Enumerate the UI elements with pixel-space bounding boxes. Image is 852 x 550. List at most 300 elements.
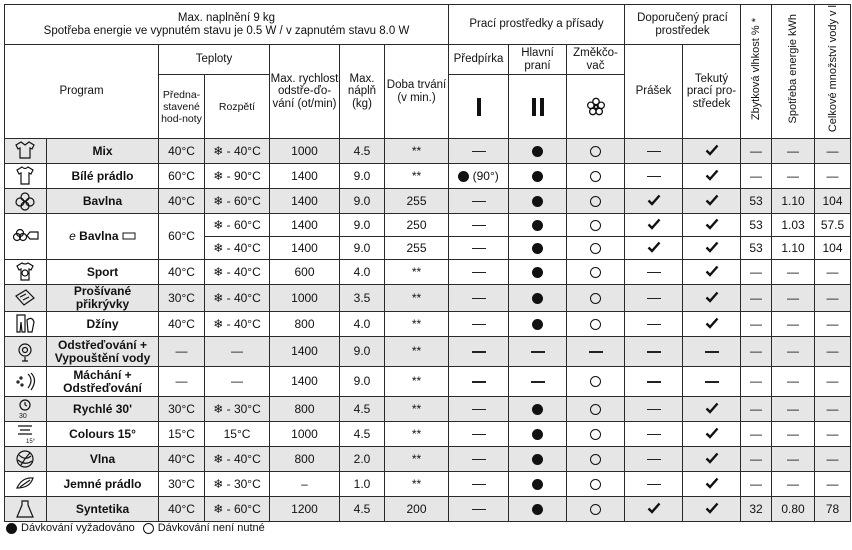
mainwash-cell: [509, 285, 567, 312]
residual-moisture: —: [741, 447, 772, 472]
program-icon-cell: [5, 189, 47, 214]
energy-consumption: —: [772, 397, 815, 422]
energy-consumption: 1.10: [772, 189, 815, 214]
program-icon-cell: [5, 472, 47, 497]
check-icon: [705, 265, 719, 277]
residual-moisture: —: [741, 260, 772, 285]
program-name: Mix: [47, 139, 159, 164]
dash-icon: [647, 459, 661, 460]
sport-icon: [12, 260, 40, 284]
max-load: 4.0: [340, 260, 385, 285]
residual-moisture: —: [741, 285, 772, 312]
prewash-cell: [449, 497, 509, 522]
temperatures-header: Teploty: [159, 45, 270, 75]
table-row: [5, 189, 851, 214]
mainwash-cell: [509, 164, 567, 189]
dosage-required-icon: [532, 479, 543, 490]
legend-ring-icon: [143, 523, 154, 534]
duration-header: Doba trvání (v min.): [385, 45, 449, 139]
preset-temp: 40°C: [159, 139, 205, 164]
duration: **: [385, 285, 449, 312]
prewash-cell: [449, 285, 509, 312]
table-row: [5, 260, 851, 285]
quick-30-icon: [12, 397, 40, 421]
temp-range: —: [205, 337, 270, 367]
mainwash-cell: [509, 214, 567, 237]
preset-temp: 30°C: [159, 397, 205, 422]
max-load: 1.0: [340, 472, 385, 497]
prewash-cell: [449, 164, 509, 189]
energy-consumption: 0.80: [772, 497, 815, 522]
dash-icon: [472, 201, 486, 202]
powder-cell: [625, 237, 683, 260]
legend-dot-icon: [6, 523, 17, 534]
powder-cell: [625, 497, 683, 522]
jeans-icon: [12, 312, 40, 336]
max-load: 4.5: [340, 422, 385, 447]
prewash-cell: [449, 367, 509, 397]
dosage-optional-icon: [590, 319, 601, 330]
preset-temp: 40°C: [159, 260, 205, 285]
check-icon: [705, 194, 719, 206]
preset-temp: 60°C: [159, 164, 205, 189]
liquid-cell: [683, 472, 741, 497]
residual-moisture: —: [741, 472, 772, 497]
water-consumption: —: [815, 139, 851, 164]
max-load: 9.0: [340, 164, 385, 189]
dash-icon: [472, 351, 486, 352]
powder-cell: [625, 260, 683, 285]
dash-icon: [472, 459, 486, 460]
water-label: Celkové množství vody v l: [826, 5, 839, 133]
program-icon-cell: [5, 397, 47, 422]
check-icon: [705, 317, 719, 329]
mainwash-cell: [509, 312, 567, 337]
residual-moisture: 53: [741, 237, 772, 260]
mainwash-cell: [509, 447, 567, 472]
temp-range: ❄ - 40°C: [205, 312, 270, 337]
powder-cell: [625, 312, 683, 337]
dash-icon: [472, 225, 486, 226]
liquid-cell: [683, 367, 741, 397]
dash-icon: [705, 381, 719, 382]
energy-consumption: —: [772, 164, 815, 189]
synthetics-icon: [12, 497, 40, 521]
liquid-cell: [683, 189, 741, 214]
program-name: Prošívané přikrývky: [47, 285, 159, 312]
dash-icon: [647, 351, 661, 352]
program-name: Jemné prádlo: [47, 472, 159, 497]
dosage-optional-icon: [590, 479, 601, 490]
dosage-optional-icon: [590, 146, 601, 157]
svg-text:30: 30: [18, 413, 27, 420]
max-spin: 1000: [270, 422, 340, 447]
max-spin: 1000: [270, 139, 340, 164]
cotton-icon: [12, 189, 40, 213]
mainwash-cell: [509, 472, 567, 497]
recommended-header: Doporučený prací prostředek: [625, 5, 741, 45]
powder-cell: [625, 337, 683, 367]
dash-icon: [647, 381, 661, 382]
preset-temp: —: [159, 337, 205, 367]
check-icon: [705, 169, 719, 181]
mainwash-cell: [509, 422, 567, 447]
program-name: Rychlé 30': [47, 397, 159, 422]
liquid-cell: [683, 285, 741, 312]
dosage-required-icon: [532, 267, 543, 278]
prewash-cell: [449, 237, 509, 260]
residual-moisture: —: [741, 164, 772, 189]
liquid-cell: [683, 422, 741, 447]
temp-range: —: [205, 367, 270, 397]
energy-consumption: 1.03: [772, 214, 815, 237]
liquid-cell: [683, 237, 741, 260]
check-icon: [647, 194, 661, 206]
table-row: [5, 214, 851, 237]
max-spin: 800: [270, 397, 340, 422]
dosage-optional-icon: [590, 376, 601, 387]
shirt-icon: [12, 164, 40, 188]
check-icon: [705, 477, 719, 489]
prewash-cell: [449, 472, 509, 497]
table-row: [5, 164, 851, 189]
dosage-optional-icon: [590, 220, 601, 231]
check-icon: [705, 218, 719, 230]
prewash-cell: [449, 139, 509, 164]
program-icon-cell: [5, 214, 47, 260]
softener-cell: [567, 472, 625, 497]
softener-symbol-cell: [567, 75, 625, 139]
dosage-required-icon: [532, 171, 543, 182]
dosage-required-icon: [532, 504, 543, 515]
mainwash-cell: [509, 497, 567, 522]
check-icon: [647, 218, 661, 230]
mainwash-cell: [509, 139, 567, 164]
duration: **: [385, 447, 449, 472]
temp-range: ❄ - 60°C: [205, 189, 270, 214]
temp-range: ❄ - 40°C: [205, 447, 270, 472]
mainwash-cell: [509, 260, 567, 285]
max-spin: 800: [270, 447, 340, 472]
program-name: Bavlna: [47, 189, 159, 214]
softener-cell: [567, 397, 625, 422]
dash-icon: [647, 272, 661, 273]
program-icon-cell: [5, 260, 47, 285]
liquid-cell: [683, 447, 741, 472]
duration: 250: [385, 214, 449, 237]
liquid-cell: [683, 337, 741, 367]
wool-icon: [12, 447, 40, 471]
table-row: [5, 472, 851, 497]
temp-range: ❄ - 40°C: [205, 260, 270, 285]
eco-tag-icon: [122, 232, 136, 240]
residual-moisture: 53: [741, 214, 772, 237]
powder-cell: [625, 422, 683, 447]
max-spin: 800: [270, 312, 340, 337]
max-spin: 600: [270, 260, 340, 285]
dash-icon: [472, 248, 486, 249]
dosage-required-icon: [532, 146, 543, 157]
powder-cell: [625, 139, 683, 164]
dosage-optional-icon: [590, 243, 601, 254]
residual-moisture: 32: [741, 497, 772, 522]
energy-consumption: —: [772, 422, 815, 447]
temp-range: ❄ - 90°C: [205, 164, 270, 189]
colours-15-icon: [12, 422, 40, 446]
water-header: [815, 5, 851, 139]
liquid-cell: [683, 397, 741, 422]
residual-moisture: —: [741, 139, 772, 164]
preset-temp: 40°C: [159, 447, 205, 472]
prewash-temp-note: (90°): [472, 168, 499, 183]
water-consumption: —: [815, 285, 851, 312]
residual-moisture: —: [741, 367, 772, 397]
max-load: 9.0: [340, 189, 385, 214]
dash-icon: [705, 351, 719, 352]
duration: **: [385, 312, 449, 337]
max-spin: 1400: [270, 189, 340, 214]
dash-icon: [472, 381, 486, 382]
powder-cell: [625, 214, 683, 237]
residual-moisture: 53: [741, 189, 772, 214]
program-icon-cell: [5, 497, 47, 522]
spin-header: Max. rychlost odstře-ďo-vání (ot/min): [270, 45, 340, 139]
duration: 255: [385, 189, 449, 214]
duration: **: [385, 422, 449, 447]
dash-icon: [647, 324, 661, 325]
dosage-optional-icon: [590, 196, 601, 207]
residual-moisture: —: [741, 337, 772, 367]
dash-icon: [647, 176, 661, 177]
duration: **: [385, 367, 449, 397]
program-icon-cell: [5, 447, 47, 472]
softener-cell: [567, 285, 625, 312]
softener-cell: [567, 260, 625, 285]
prewash-cell: [449, 312, 509, 337]
water-consumption: —: [815, 447, 851, 472]
duration: **: [385, 139, 449, 164]
residual-moisture: —: [741, 422, 772, 447]
mainwash-cell: [509, 189, 567, 214]
table-row: [5, 422, 851, 447]
preset-temp: —: [159, 367, 205, 397]
dash-icon: [472, 151, 486, 152]
energy-consumption: —: [772, 260, 815, 285]
check-icon: [705, 427, 719, 439]
liquid-cell: [683, 139, 741, 164]
eco-cotton-icon: [12, 225, 40, 249]
dosage-optional-icon: [590, 267, 601, 278]
program-name: Vlna: [47, 447, 159, 472]
energy-consumption: —: [772, 139, 815, 164]
powder-cell: [625, 285, 683, 312]
dosage-optional-icon: [590, 454, 601, 465]
table-row: [5, 447, 851, 472]
prewash-cell: [449, 260, 509, 285]
dosage-required-icon: [532, 454, 543, 465]
dash-icon: [647, 151, 661, 152]
water-consumption: 104: [815, 189, 851, 214]
softener-cell: [567, 312, 625, 337]
duration: **: [385, 472, 449, 497]
dosage-required-icon: [458, 171, 469, 182]
softener-cell: [567, 237, 625, 260]
program-name-text: Bavlna: [79, 229, 119, 243]
program-icon-cell: [5, 139, 47, 164]
prewash-cell: [449, 189, 509, 214]
water-consumption: —: [815, 260, 851, 285]
dash-icon: [472, 298, 486, 299]
duration: **: [385, 337, 449, 367]
mainwash-cell: [509, 337, 567, 367]
powder-cell: [625, 164, 683, 189]
check-icon: [705, 402, 719, 414]
max-spin: 1400: [270, 367, 340, 397]
table-row: [5, 285, 851, 312]
dash-icon: [472, 484, 486, 485]
program-name: Odstřeďování + Vypouštění vody: [47, 337, 159, 367]
water-consumption: 104: [815, 237, 851, 260]
check-icon: [647, 502, 661, 514]
softener-cell: [567, 497, 625, 522]
mainwash-cell: [509, 397, 567, 422]
preset-temp: 30°C: [159, 285, 205, 312]
energy-consumption: 1.10: [772, 237, 815, 260]
duration: 255: [385, 237, 449, 260]
prewash-header: Předpírka: [449, 45, 509, 75]
dosage-required-icon: [532, 243, 543, 254]
max-spin: –: [270, 472, 340, 497]
range-header: Rozpětí: [205, 75, 270, 139]
wash-program-table: [4, 4, 851, 522]
capacity-line: Max. naplnění 9 kg: [177, 12, 276, 24]
dosage-required-icon: [532, 220, 543, 231]
mainwash-compartment-icon: [530, 96, 546, 118]
svg-text:15°: 15°: [25, 439, 35, 445]
dash-icon: [472, 272, 486, 273]
preset-temp: 40°C: [159, 189, 205, 214]
program-name: Džíny: [47, 312, 159, 337]
water-consumption: 57.5: [815, 214, 851, 237]
max-load: 4.5: [340, 497, 385, 522]
softener-cell: [567, 164, 625, 189]
mix-icon: [12, 139, 40, 163]
max-spin: 1400: [270, 164, 340, 189]
max-load: 2.0: [340, 447, 385, 472]
check-icon: [705, 241, 719, 253]
max-load: 9.0: [340, 337, 385, 367]
liquid-cell: [683, 497, 741, 522]
duvet-icon: [12, 286, 40, 310]
program-name: Colours 15°: [47, 422, 159, 447]
max-load: 4.5: [340, 139, 385, 164]
softener-cell: [567, 422, 625, 447]
mainwash-cell: [509, 367, 567, 397]
legend-not-needed: Dávkování není nutné: [157, 522, 265, 534]
softener-flower-icon: [585, 96, 607, 118]
energy-consumption: —: [772, 285, 815, 312]
dosage-optional-icon: [590, 293, 601, 304]
powder-cell: [625, 447, 683, 472]
capacity-header: [5, 5, 449, 45]
max-load: 3.5: [340, 285, 385, 312]
dosage-required-icon: [532, 319, 543, 330]
dash-icon: [647, 484, 661, 485]
softener-cell: [567, 139, 625, 164]
duration: **: [385, 260, 449, 285]
program-name: Syntetika: [47, 497, 159, 522]
table-row: [5, 497, 851, 522]
temp-range: ❄ - 60°C: [205, 214, 270, 237]
water-consumption: —: [815, 312, 851, 337]
program-icon-cell: [5, 285, 47, 312]
dosage-required-icon: [532, 293, 543, 304]
max-spin: 1400: [270, 337, 340, 367]
softener-cell: [567, 367, 625, 397]
energy-consumption: —: [772, 312, 815, 337]
powder-cell: [625, 189, 683, 214]
energy-consumption: —: [772, 367, 815, 397]
eco-prefix: e: [69, 229, 76, 243]
dosage-required-icon: [532, 196, 543, 207]
check-icon: [705, 291, 719, 303]
legend: [6, 522, 265, 534]
powder-header: Prášek: [625, 45, 683, 139]
liquid-cell: [683, 214, 741, 237]
table-row: [5, 312, 851, 337]
dash-icon: [472, 409, 486, 410]
preset-temp: 40°C: [159, 497, 205, 522]
dash-icon: [589, 351, 603, 352]
dash-icon: [472, 434, 486, 435]
energy-consumption: —: [772, 472, 815, 497]
program-name: Sport: [47, 260, 159, 285]
max-load: 9.0: [340, 367, 385, 397]
water-consumption: —: [815, 164, 851, 189]
dosage-required-icon: [532, 429, 543, 440]
temp-range: ❄ - 30°C: [205, 397, 270, 422]
prewash-cell: [449, 214, 509, 237]
softener-cell: [567, 447, 625, 472]
program-name: Bílé prádlo: [47, 164, 159, 189]
water-consumption: —: [815, 472, 851, 497]
preset-temp: 40°C: [159, 312, 205, 337]
program-icon-cell: [5, 337, 47, 367]
preset-temp: 15°C: [159, 422, 205, 447]
load-header: Max. náplň (kg): [340, 45, 385, 139]
max-load: 9.0: [340, 214, 385, 237]
water-consumption: —: [815, 337, 851, 367]
table-row: [5, 337, 851, 367]
check-icon: [705, 502, 719, 514]
energy-consumption: —: [772, 337, 815, 367]
program-name: Máchání + Odstřeďování: [47, 367, 159, 397]
moisture-label: Zbytková vlhkost % *: [750, 17, 762, 121]
prewash-cell: [449, 422, 509, 447]
max-spin: 1400: [270, 237, 340, 260]
duration: **: [385, 397, 449, 422]
dosage-optional-icon: [590, 404, 601, 415]
delicates-icon: [12, 472, 40, 496]
temp-range: ❄ - 40°C: [205, 237, 270, 260]
energy-consumption: —: [772, 447, 815, 472]
water-consumption: —: [815, 397, 851, 422]
check-icon: [647, 241, 661, 253]
dosage-optional-icon: [590, 171, 601, 182]
mainwash-symbol-cell: [509, 75, 567, 139]
liquid-header: Tekutý prací pro-středek: [683, 45, 741, 139]
temp-range: ❄ - 60°C: [205, 497, 270, 522]
